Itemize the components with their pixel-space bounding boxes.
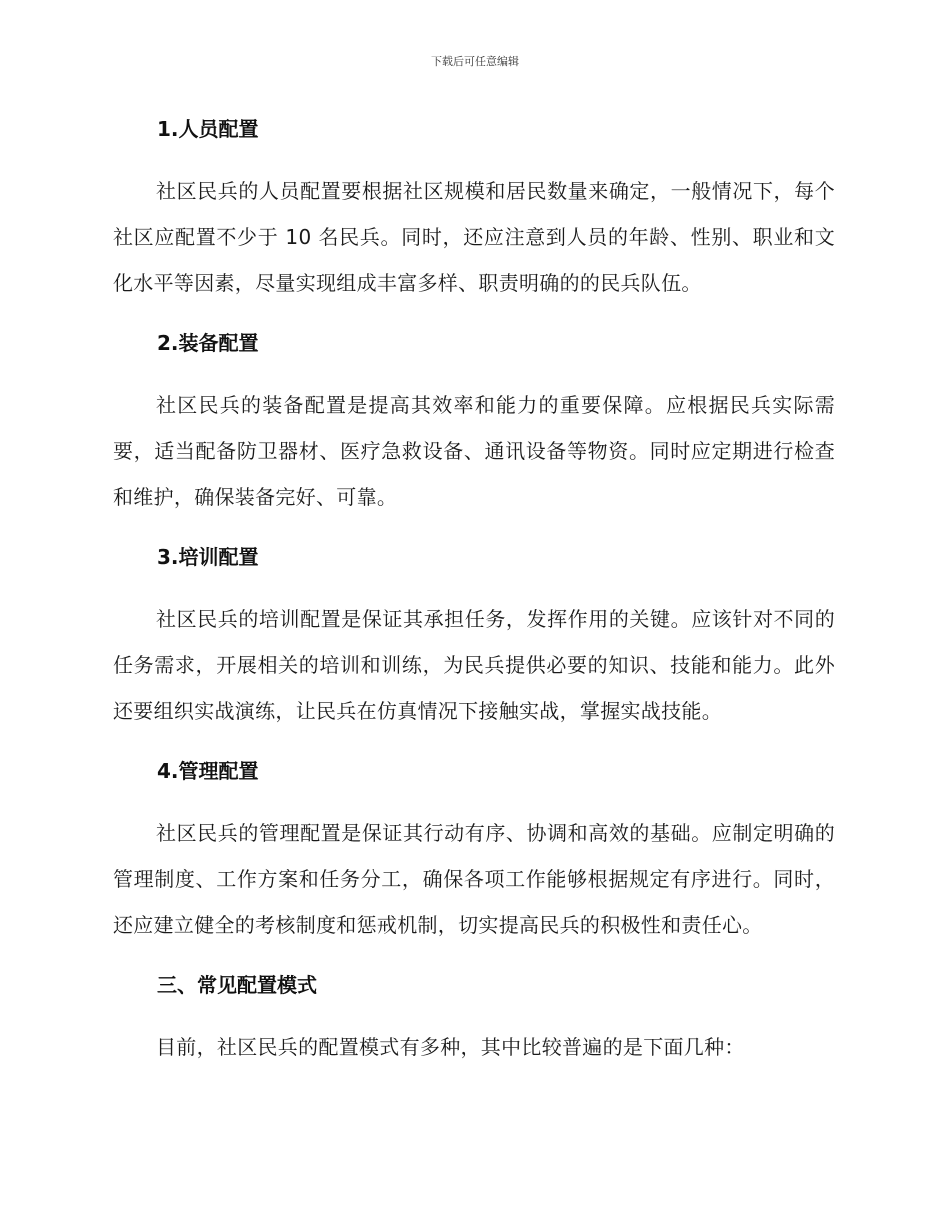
section-paragraph-management: 社区民兵的管理配置是保证其行动有序、协调和高效的基础。应制定明确的管理制度、工作方案和任务分工，确保各项工作能够根据规定有序进行。同时，还应建立健全的考核制度和惩戒机制，切实提高民兵的积极性和责任心。 [113,821,835,937]
section-heading-equipment: 2.装备配置 [157,331,259,355]
section-paragraph-common-modes: 目前，社区民兵的配置模式有多种，其中比较普遍的是下面几种： [156,1035,745,1059]
section-paragraph-equipment: 社区民兵的装备配置是提高其效率和能力的重要保障。应根据民兵实际需要，适当配备防卫器材、医疗急救设备、通讯设备等物资。同时应定期进行检查和维护，确保装备完好、可靠。 [113,393,835,509]
section-paragraph-personnel: 社区民兵的人员配置要根据社区规模和居民数量来确定，一般情况下，每个社区应配置不少于 10 名民兵。同时，还应注意到人员的年龄、性别、职业和文化水平等因素，尽量实现组成丰富多样、职责明确的的民兵队伍。 [113,179,835,295]
section-heading-personnel: 1.人员配置 [157,117,259,141]
page-header-note: 下载后可任意编辑 [431,55,519,68]
section-heading-common-modes: 三、常见配置模式 [157,973,317,997]
section-heading-management: 4.管理配置 [157,759,259,783]
section-heading-training: 3.培训配置 [157,545,259,569]
document-body [113,113,835,1070]
section-paragraph-training: 社区民兵的培训配置是保证其承担任务，发挥作用的关键。应该针对不同的任务需求，开展相关的培训和训练，为民兵提供必要的知识、技能和能力。此外还要组织实战演练，让民兵在仿真情况下接触实战，掌握实战技能。 [113,607,835,723]
